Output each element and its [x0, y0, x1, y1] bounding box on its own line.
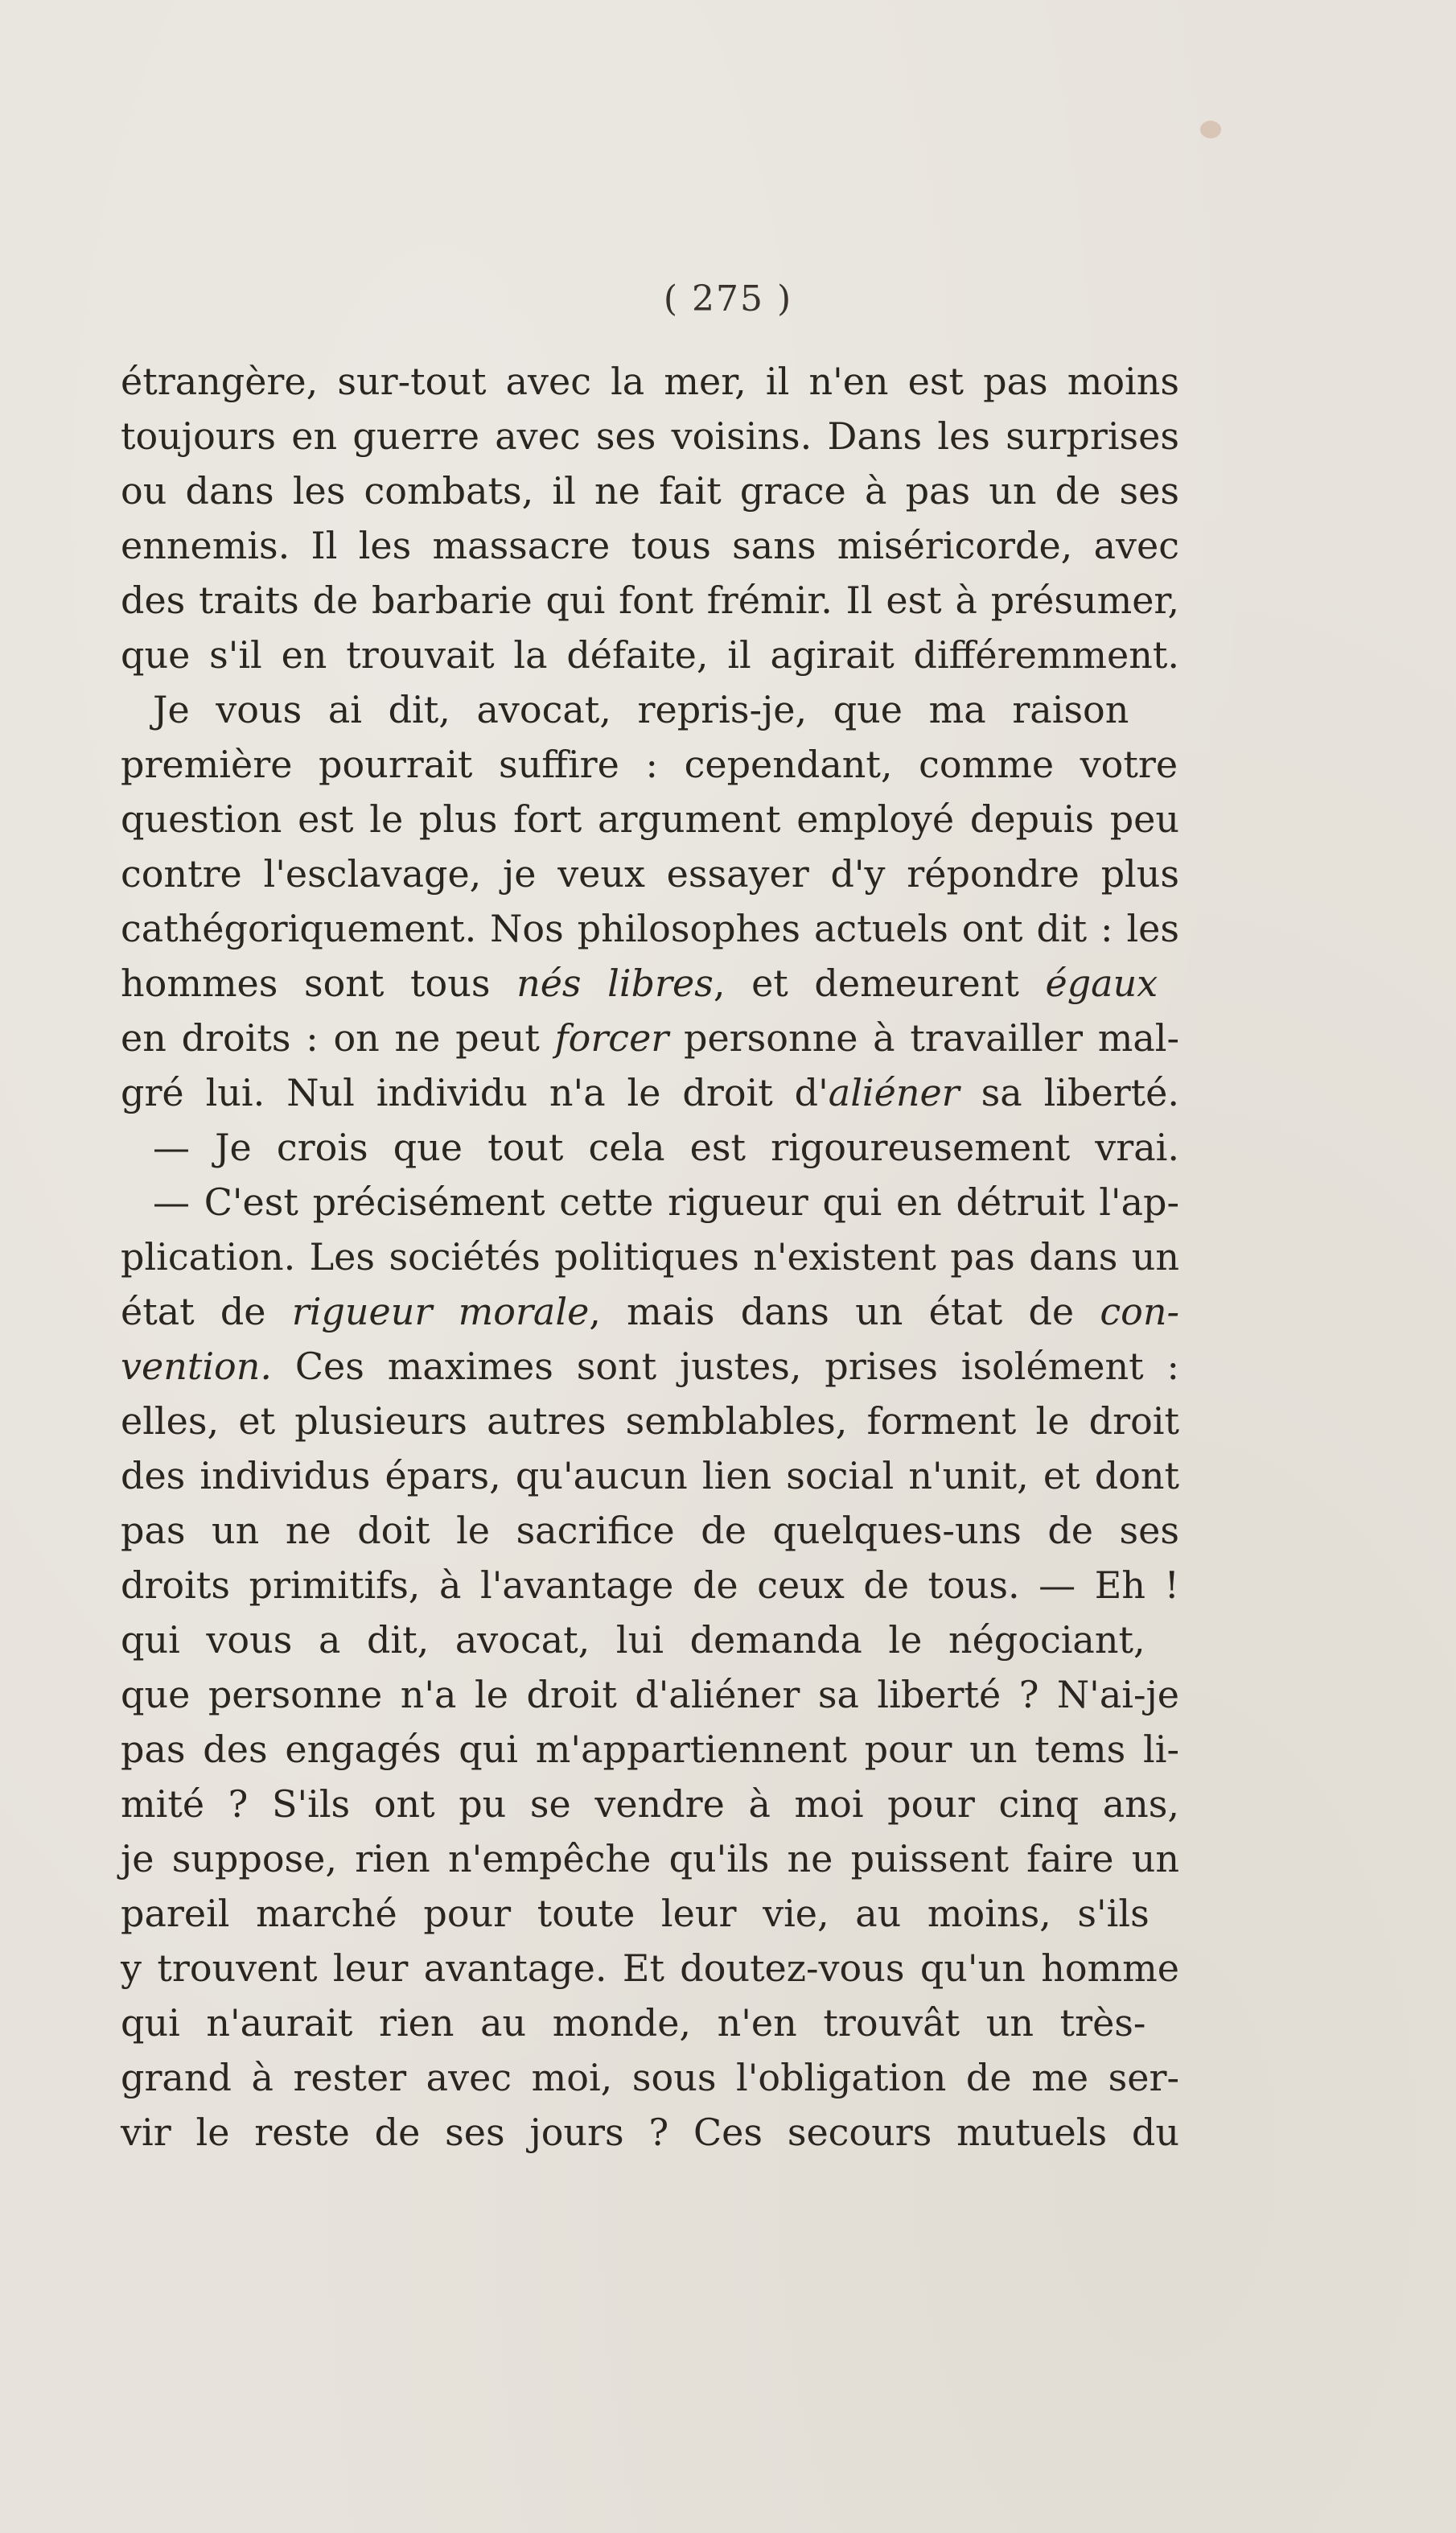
text-segment: que personne n'a le droit d'aliéner sa liberté ? N'ai-je — [121, 1673, 1179, 1716]
text-line — [121, 1558, 1179, 1612]
italic-text: égaux — [1045, 962, 1158, 1005]
text-line — [121, 1503, 1179, 1558]
text-line — [121, 463, 1179, 518]
text-segment: Ces maximes sont justes, prises isolément : — [271, 1345, 1179, 1388]
text-line — [121, 1284, 1179, 1339]
text-line — [121, 1339, 1179, 1394]
text-line — [121, 682, 1179, 737]
text-line — [121, 1229, 1179, 1284]
text-line — [121, 573, 1179, 628]
text-line — [121, 1394, 1179, 1448]
text-segment: y trouvent leur avantage. Et doutez-vous qu'un homme — [121, 1946, 1179, 1990]
text-segment: ou dans les combats, il ne fait grace à pas un de ses — [121, 469, 1179, 513]
text-line — [121, 792, 1179, 846]
text-segment: , mais dans un état de — [589, 1290, 1100, 1333]
text-segment: état de — [121, 1290, 292, 1333]
text-line — [121, 1667, 1179, 1722]
text-segment: pas des engagés qui m'appartiennent pour un tems li- — [121, 1728, 1179, 1771]
text-line — [121, 846, 1179, 901]
text-segment: qui vous a dit, avocat, lui demanda le négociant, — [121, 1618, 1145, 1662]
text-segment: des traits de barbarie qui font frémir. Il est à présumer, — [121, 579, 1179, 622]
text-line — [121, 901, 1179, 956]
text-line — [121, 956, 1179, 1011]
text-segment: personne à travailler mal- — [668, 1016, 1179, 1060]
body-text — [121, 354, 1179, 2160]
text-segment: — Je crois que tout cela est rigoureusement vrai. — [153, 1126, 1179, 1169]
text-line — [121, 1886, 1179, 1941]
text-segment: étrangère, sur-tout avec la mer, il n'en est pas moins — [121, 360, 1179, 403]
text-segment: question est le plus fort argument employé depuis peu — [121, 797, 1179, 841]
text-line — [121, 1175, 1179, 1229]
text-line — [121, 1996, 1179, 2050]
text-segment: — C'est précisément cette rigueur qui en détruit l'ap- — [153, 1180, 1179, 1224]
text-segment: grand à rester avec moi, sous l'obligation de me ser- — [121, 2056, 1179, 2099]
italic-text: aliéner — [828, 1071, 960, 1114]
text-line — [121, 737, 1179, 792]
italic-text: nés libres — [516, 962, 714, 1005]
text-segment: qui n'aurait rien au monde, n'en trouvât un très- — [121, 2001, 1146, 2045]
text-segment: toujours en guerre avec ses voisins. Dans les surprises — [121, 414, 1179, 458]
text-segment: , et demeurent — [713, 962, 1046, 1005]
text-segment: gré lui. Nul individu n'a le droit d' — [121, 1071, 829, 1114]
text-segment: plication. Les sociétés politiques n'existent pas dans un — [121, 1235, 1179, 1279]
text-line — [121, 409, 1179, 463]
text-line — [121, 1011, 1179, 1065]
text-line — [121, 1448, 1179, 1503]
text-segment: pas un ne doit le sacrifice de quelques-uns de ses — [121, 1509, 1179, 1552]
text-line — [121, 1612, 1179, 1667]
text-line — [121, 2105, 1179, 2160]
italic-text: con- — [1100, 1290, 1180, 1333]
text-segment: contre l'esclavage, je veux essayer d'y répondre plus — [121, 852, 1179, 896]
text-segment: je suppose, rien n'empêche qu'ils ne puissent faire un — [121, 1837, 1179, 1880]
text-segment: première pourrait suffire : cependant, comme votre — [121, 743, 1178, 786]
text-segment: elles, et plusieurs autres semblables, forment le droit — [121, 1399, 1179, 1443]
text-line — [121, 1065, 1179, 1120]
text-line — [121, 1120, 1179, 1175]
paper-stain — [1200, 121, 1221, 138]
text-segment: cathégoriquement. Nos philosophes actuels ont dit : les — [121, 907, 1179, 950]
text-segment: sa liberté. — [959, 1071, 1179, 1114]
text-line — [121, 354, 1179, 409]
text-segment: pareil marché pour toute leur vie, au moins, s'ils — [121, 1892, 1150, 1935]
text-segment: que s'il en trouvait la défaite, il agirait différemment. — [121, 633, 1179, 677]
text-line — [121, 1722, 1179, 1777]
text-line — [121, 1831, 1179, 1886]
text-line — [121, 1777, 1179, 1831]
text-segment: vir le reste de ses jours ? Ces secours mutuels du — [121, 2111, 1179, 2154]
page-number: ( 275 ) — [663, 278, 793, 319]
text-line — [121, 628, 1179, 682]
text-segment: droits primitifs, à l'avantage de ceux de tous. — Eh ! — [121, 1563, 1179, 1607]
text-line — [121, 1941, 1179, 1996]
text-segment: des individus épars, qu'aucun lien social n'unit, et dont — [121, 1454, 1179, 1497]
text-line — [121, 2050, 1179, 2105]
text-segment: en droits : on ne peut — [121, 1016, 555, 1060]
text-segment: hommes sont tous — [121, 962, 517, 1005]
italic-text: vention. — [121, 1345, 272, 1388]
text-line — [121, 518, 1179, 573]
text-segment: ennemis. Il les massacre tous sans miséricorde, avec — [121, 524, 1179, 567]
italic-text: rigueur morale — [291, 1290, 590, 1333]
text-segment: Je vous ai dit, avocat, repris-je, que ma raison — [153, 688, 1129, 731]
text-segment: mité ? S'ils ont pu se vendre à moi pour cinq ans, — [121, 1782, 1179, 1826]
italic-text: forcer — [554, 1016, 669, 1060]
